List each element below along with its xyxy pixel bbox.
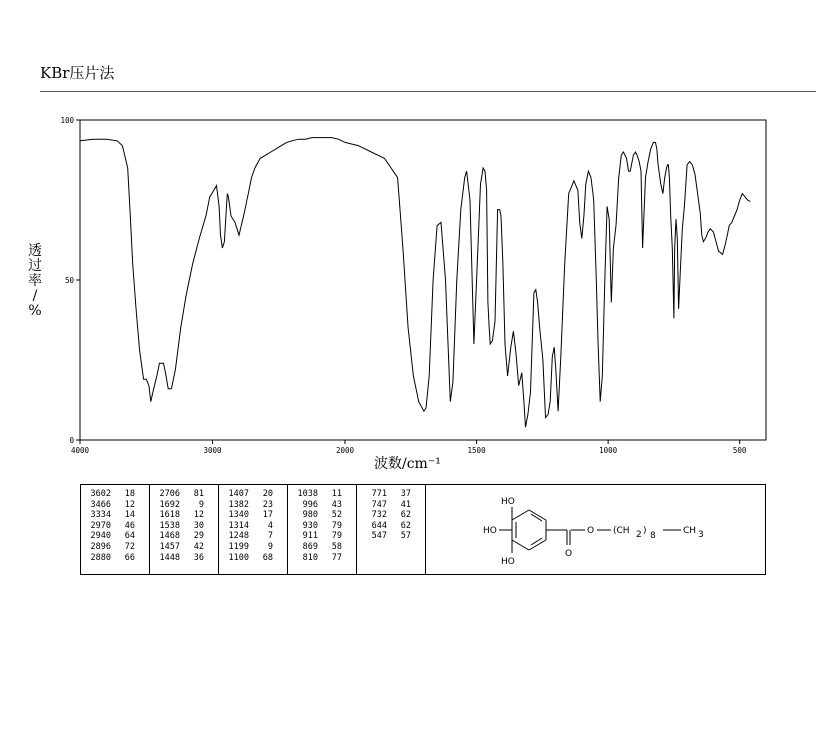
peak-wavenumber: 2880 (90, 552, 111, 563)
peak-wavenumber: 1100 (228, 552, 249, 563)
peak-row (288, 553, 356, 564)
peak-wavenumber: 1038 (297, 489, 318, 499)
peak-transmittance: 64 (124, 531, 135, 542)
peak-row (288, 500, 356, 511)
peak-row (150, 510, 218, 521)
peak-row (288, 521, 356, 532)
peak-wavenumber: 771 (371, 489, 387, 499)
y-tick-label: 50 (64, 276, 74, 285)
peak-wavenumber: 547 (371, 531, 387, 542)
peak-transmittance: 57 (400, 531, 411, 542)
peak-wavenumber: 810 (302, 552, 318, 563)
y-axis-label (25, 244, 45, 319)
peak-wavenumber: 869 (302, 541, 318, 552)
terminal-sub: 3 (698, 530, 704, 540)
peak-row (288, 542, 356, 553)
peak-row (81, 489, 149, 500)
y-tick-label: 100 (60, 116, 74, 125)
peak-wavenumber: 1538 (159, 520, 180, 531)
terminal-methyl: CH (683, 526, 697, 536)
peak-row (219, 510, 287, 521)
peak-transmittance: 18 (124, 489, 135, 499)
peak-wavenumber: 911 (302, 531, 318, 542)
peak-row (219, 521, 287, 532)
peak-row (81, 500, 149, 511)
peak-transmittance: 7 (267, 531, 273, 542)
peak-row (81, 531, 149, 542)
peak-wavenumber: 3334 (90, 510, 111, 521)
chain-count: 8 (650, 531, 656, 541)
peak-wavenumber: 1457 (159, 541, 180, 552)
peak-row (288, 531, 356, 542)
peak-transmittance: 41 (400, 499, 411, 510)
peak-wavenumber: 1407 (228, 489, 249, 499)
y-axis-label-char: 过 (28, 258, 42, 274)
peak-row (81, 542, 149, 553)
peak-row (150, 521, 218, 532)
peak-row (357, 510, 425, 521)
peak-transmittance: 79 (331, 531, 342, 542)
peak-transmittance: 37 (400, 489, 411, 499)
ester-oxygen: O (587, 526, 595, 536)
peak-row (219, 500, 287, 511)
peak-row (219, 542, 287, 553)
peak-row (357, 531, 425, 542)
peak-wavenumber: 1382 (228, 499, 249, 510)
peak-transmittance: 58 (331, 541, 342, 552)
peak-transmittance: 20 (262, 489, 273, 499)
peak-column (81, 485, 150, 574)
peak-wavenumber: 930 (302, 520, 318, 531)
peak-transmittance: 29 (193, 531, 204, 542)
hydroxyl-middle: HO (483, 526, 497, 536)
peak-wavenumber: 1692 (159, 499, 180, 510)
peak-row (150, 500, 218, 511)
peak-transmittance: 81 (193, 489, 204, 499)
chain-close: ) (643, 526, 647, 536)
peak-transmittance: 52 (331, 510, 342, 521)
chain-prefix: (CH (613, 526, 630, 536)
peak-transmittance: 46 (124, 520, 135, 531)
molecular-structure (425, 485, 765, 574)
peak-transmittance: 72 (124, 541, 135, 552)
peak-wavenumber: 980 (302, 510, 318, 521)
peak-row (357, 521, 425, 532)
peak-transmittance: 17 (262, 510, 273, 521)
peak-transmittance: 9 (267, 541, 273, 552)
y-axis-label-char: 率 (28, 273, 42, 289)
peak-transmittance: 9 (198, 499, 204, 510)
peak-column (357, 485, 426, 574)
peak-wavenumber: 747 (371, 499, 387, 510)
carbonyl-oxygen: O (565, 549, 573, 559)
peak-transmittance: 68 (262, 552, 273, 563)
chain-sub2: 2 (636, 530, 642, 540)
peak-wavenumber: 1448 (159, 552, 180, 563)
peak-wavenumber: 3466 (90, 499, 111, 510)
peak-transmittance: 62 (400, 510, 411, 521)
peak-column (219, 485, 288, 574)
peak-wavenumber: 2970 (90, 520, 111, 531)
peak-transmittance: 12 (193, 510, 204, 521)
peak-transmittance: 36 (193, 552, 204, 563)
peak-row (357, 489, 425, 500)
peak-wavenumber: 644 (371, 520, 387, 531)
plot-frame (80, 120, 766, 440)
peak-row (150, 489, 218, 500)
peak-row (219, 531, 287, 542)
peak-transmittance: 12 (124, 499, 135, 510)
peak-row (219, 553, 287, 564)
peak-transmittance: 66 (124, 552, 135, 563)
y-axis-label-char: / (32, 288, 38, 304)
peak-wavenumber: 2706 (159, 489, 180, 499)
peak-wavenumber: 1248 (228, 531, 249, 542)
y-axis-label-char: 透 (28, 243, 42, 259)
hydroxyl-top: HO (501, 497, 515, 507)
peak-transmittance: 23 (262, 499, 273, 510)
peak-wavenumber: 2896 (90, 541, 111, 552)
peak-wavenumber: 1618 (159, 510, 180, 521)
peak-row (81, 510, 149, 521)
peak-transmittance: 30 (193, 520, 204, 531)
method-label: KBr压片法 (40, 64, 115, 82)
peak-transmittance: 43 (331, 499, 342, 510)
spectrum-line (80, 138, 750, 428)
x-tick-label: 3000 (203, 446, 222, 455)
peak-wavenumber: 1468 (159, 531, 180, 542)
peak-transmittance: 4 (267, 520, 273, 531)
peak-row (81, 521, 149, 532)
x-tick-label: 500 (732, 446, 747, 455)
peak-column (150, 485, 219, 574)
peak-transmittance: 42 (193, 541, 204, 552)
peak-row (288, 510, 356, 521)
peak-wavenumber: 732 (371, 510, 387, 521)
peak-wavenumber: 1199 (228, 541, 249, 552)
peak-wavenumber: 3602 (90, 489, 111, 499)
peak-row (150, 553, 218, 564)
peak-transmittance: 79 (331, 520, 342, 531)
peak-transmittance: 62 (400, 520, 411, 531)
peak-column (288, 485, 357, 574)
peak-wavenumber: 1314 (228, 520, 249, 531)
x-tick-label: 1500 (467, 446, 486, 455)
x-tick-label: 2000 (335, 446, 355, 455)
hydroxyl-bottom: HO (501, 557, 515, 567)
peak-row (150, 542, 218, 553)
y-axis-label-char: % (28, 303, 42, 319)
peak-row (288, 489, 356, 500)
peak-wavenumber: 1340 (228, 510, 249, 521)
peak-table (80, 484, 766, 575)
x-tick-label: 4000 (70, 446, 90, 455)
peak-row (357, 500, 425, 511)
peak-transmittance: 14 (124, 510, 135, 521)
peak-transmittance: 11 (331, 489, 342, 499)
peak-transmittance: 77 (331, 552, 342, 563)
peak-row (150, 531, 218, 542)
peak-wavenumber: 996 (302, 499, 318, 510)
peak-row (219, 489, 287, 500)
y-tick-label: 0 (69, 436, 74, 445)
x-axis-label: 波数/cm⁻¹ (374, 456, 441, 472)
y-axis-ticks (60, 116, 80, 445)
peak-wavenumber: 2940 (90, 531, 111, 542)
peak-row (81, 553, 149, 564)
x-tick-label: 1000 (599, 446, 618, 455)
